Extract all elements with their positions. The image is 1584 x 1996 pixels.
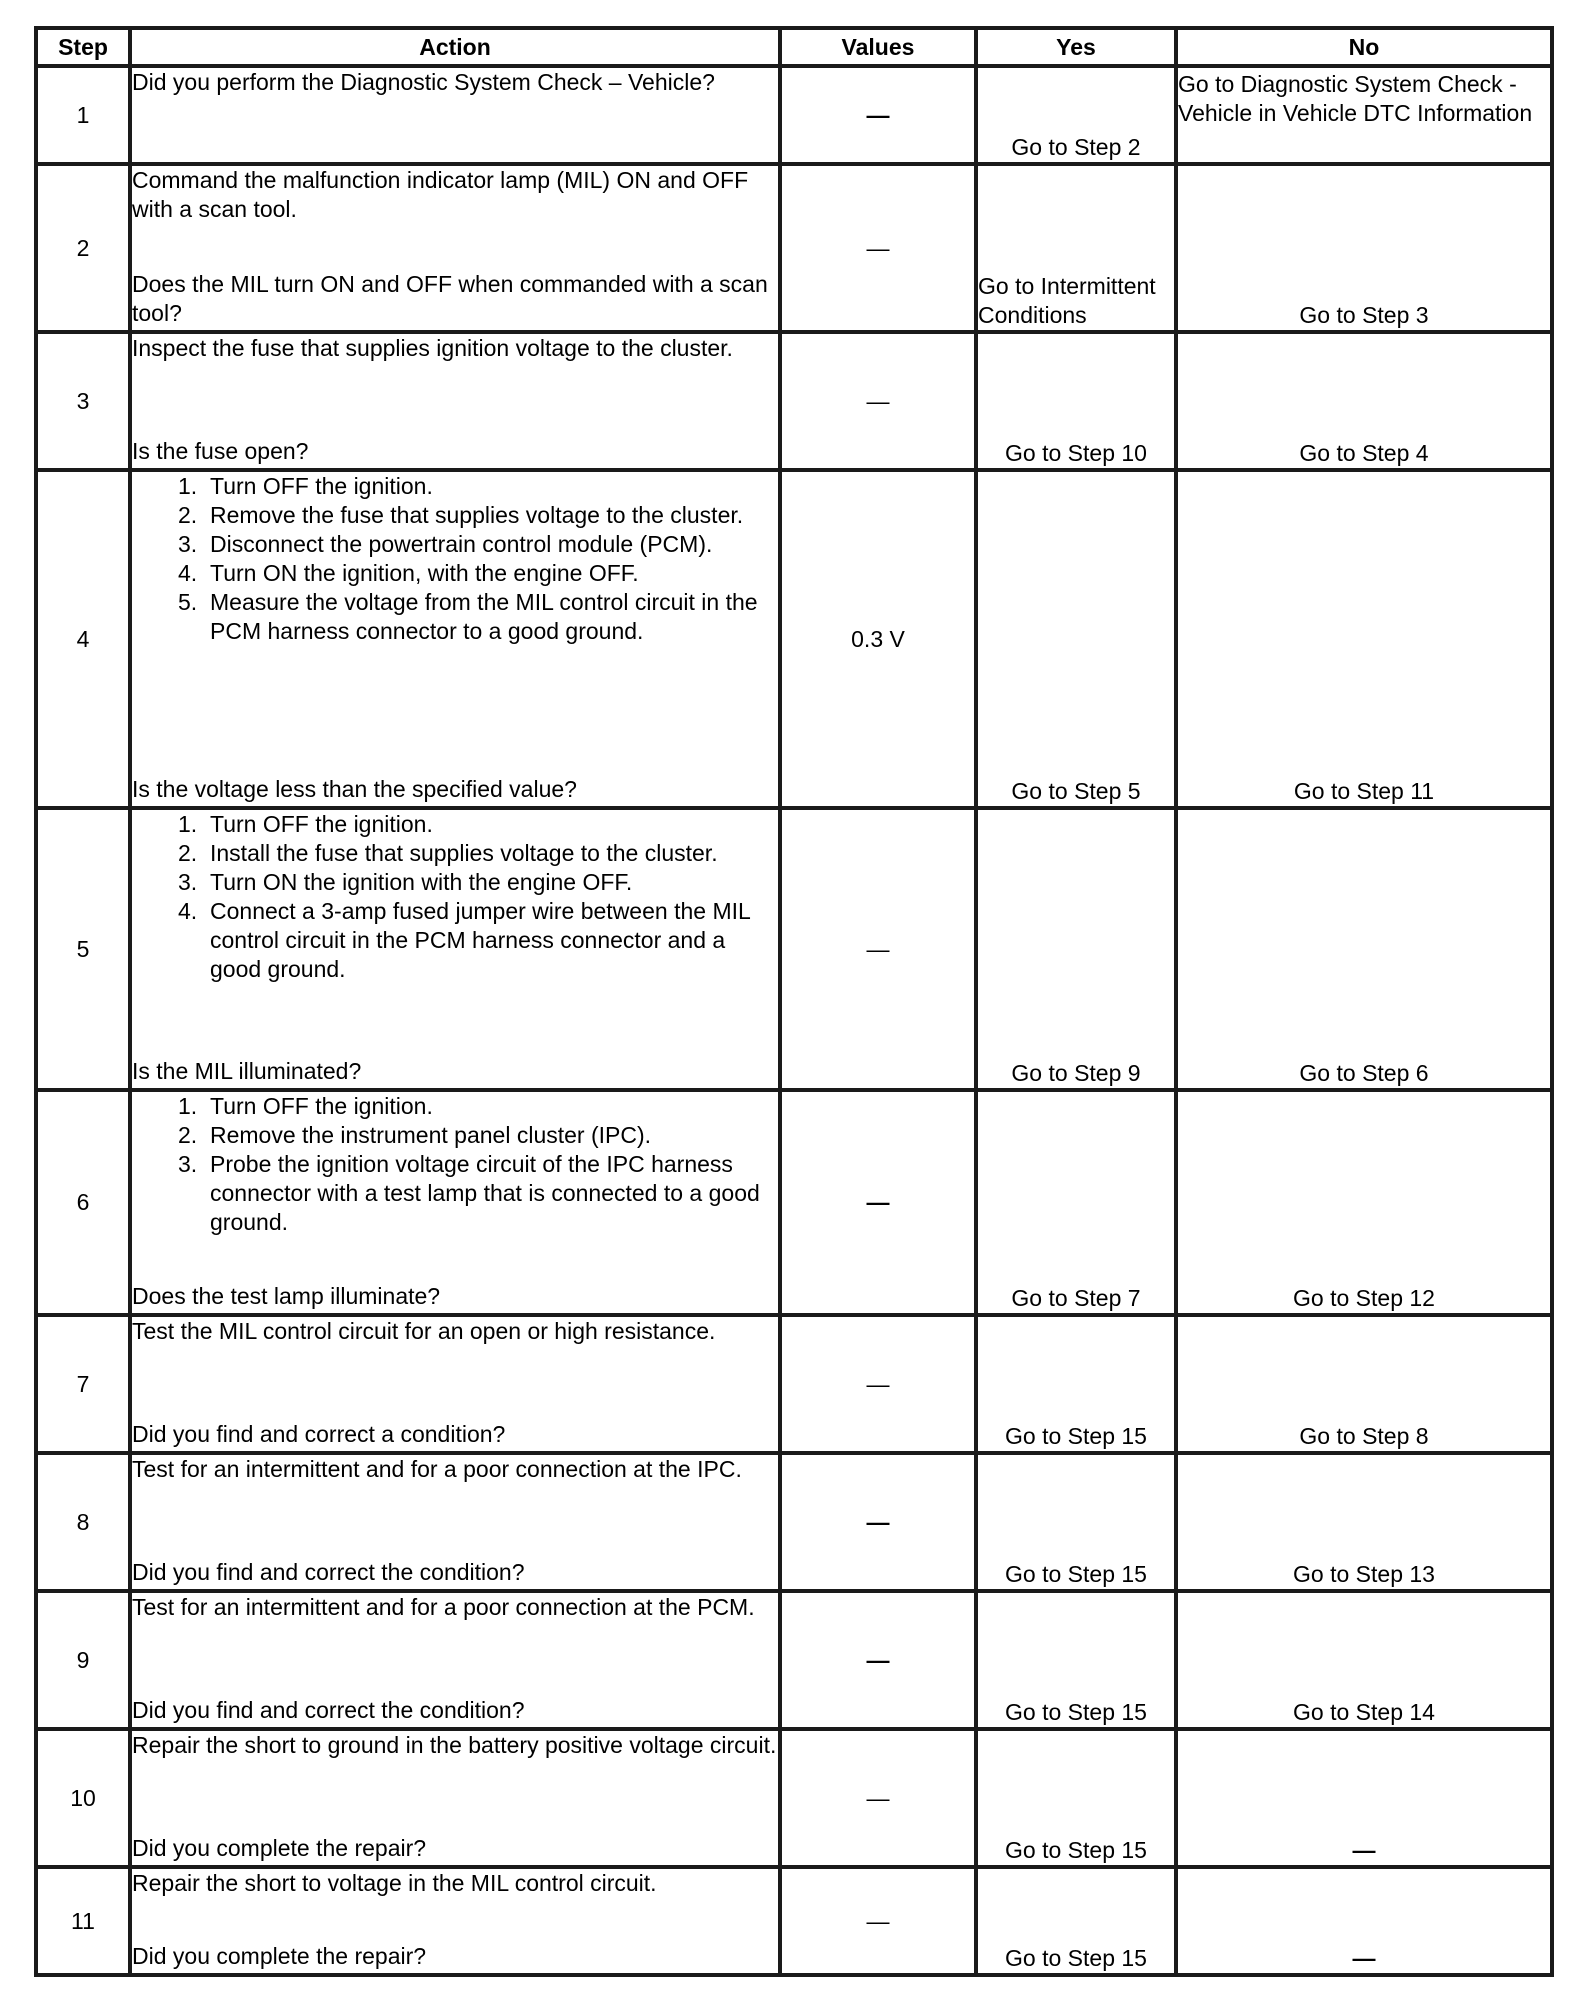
- action-cell: [130, 332, 780, 470]
- substep-item: 1. Turn OFF the ignition.: [178, 811, 433, 837]
- step-number: 5: [36, 808, 130, 1090]
- step-number: 8: [36, 1453, 130, 1591]
- action-question: Did you find and correct the condition?: [132, 1697, 525, 1723]
- substep-item: 1. Turn OFF the ignition.: [178, 473, 433, 499]
- action-question: Is the MIL illuminated?: [132, 1058, 362, 1084]
- step-number: 2: [36, 164, 130, 332]
- yes-cell: Go to Step 15: [976, 1591, 1176, 1729]
- table-row: [36, 66, 1552, 164]
- no-cell: Go to Step 6: [1176, 808, 1552, 1090]
- table-row: [36, 1090, 1552, 1315]
- substep-item: 3. Disconnect the powertrain control module (PCM).: [178, 531, 713, 557]
- step-number: 1: [36, 66, 130, 164]
- action-question: Did you find and correct a condition?: [132, 1421, 506, 1447]
- header-no: No: [1176, 28, 1552, 66]
- header-row: [36, 28, 1552, 66]
- table-row: [36, 1591, 1552, 1729]
- step-number: 9: [36, 1591, 130, 1729]
- yes-cell: Go to Step 15: [976, 1453, 1176, 1591]
- yes-cell: Go to Step 15: [976, 1729, 1176, 1867]
- action-text: Test the MIL control circuit for an open or high resistance.: [132, 1318, 716, 1344]
- substep-list: [132, 1092, 778, 1237]
- substep-item: 2. Remove the fuse that supplies voltage to the cluster.: [178, 502, 744, 528]
- action-cell: [130, 1090, 780, 1315]
- action-cell: [130, 1867, 780, 1975]
- action-cell: [130, 164, 780, 332]
- no-cell: Go to Step 14: [1176, 1591, 1552, 1729]
- action-cell: [130, 1591, 780, 1729]
- no-cell: Go to Step 11: [1176, 470, 1552, 808]
- table-row: [36, 808, 1552, 1090]
- step-number: 6: [36, 1090, 130, 1315]
- yes-cell: Go to Step 7: [976, 1090, 1176, 1315]
- values-cell: —: [780, 332, 976, 470]
- action-cell: [130, 1315, 780, 1453]
- step-number: 11: [36, 1867, 130, 1975]
- table-row: [36, 1453, 1552, 1591]
- header-step: Step: [36, 28, 130, 66]
- substep-item: 4. Connect a 3-amp fused jumper wire between the MIL control circuit in the PCM harness connector and a good ground.: [178, 898, 750, 982]
- table-row: [36, 332, 1552, 470]
- substep-item: 3. Turn ON the ignition with the engine OFF.: [178, 869, 633, 895]
- no-cell: Go to Step 3: [1176, 164, 1552, 332]
- no-cell: Go to Step 4: [1176, 332, 1552, 470]
- substep-item: 2. Install the fuse that supplies voltage to the cluster.: [178, 840, 718, 866]
- header-action: Action: [130, 28, 780, 66]
- table-row: [36, 470, 1552, 808]
- no-cell: —: [1176, 1729, 1552, 1867]
- action-cell: [130, 808, 780, 1090]
- action-text: Did you perform the Diagnostic System Check – Vehicle?: [132, 69, 715, 95]
- substep-list: [132, 810, 778, 984]
- step-number: 3: [36, 332, 130, 470]
- action-question: Did you complete the repair?: [132, 1835, 427, 1861]
- action-question: Did you complete the repair?: [132, 1943, 427, 1969]
- values-cell: —: [780, 164, 976, 332]
- action-cell: [130, 66, 780, 164]
- yes-cell: Go to Step 15: [976, 1315, 1176, 1453]
- values-cell: —: [780, 1453, 976, 1591]
- values-cell: —: [780, 1315, 976, 1453]
- header-yes: Yes: [976, 28, 1176, 66]
- action-text: Repair the short to voltage in the MIL control circuit.: [132, 1870, 657, 1896]
- values-cell: —: [780, 66, 976, 164]
- yes-cell: Go to Intermittent Conditions: [976, 164, 1176, 332]
- action-cell: [130, 470, 780, 808]
- step-number: 7: [36, 1315, 130, 1453]
- table-row: [36, 1729, 1552, 1867]
- action-text: Test for an intermittent and for a poor connection at the PCM.: [132, 1594, 755, 1620]
- substep-item: 1. Turn OFF the ignition.: [178, 1093, 433, 1119]
- action-text: Repair the short to ground in the battery positive voltage circuit.: [132, 1732, 777, 1758]
- yes-cell: Go to Step 15: [976, 1867, 1176, 1975]
- action-text: Test for an intermittent and for a poor connection at the IPC.: [132, 1456, 742, 1482]
- values-cell: —: [780, 1591, 976, 1729]
- action-question: Is the fuse open?: [132, 438, 309, 464]
- values-cell: —: [780, 808, 976, 1090]
- substep-item: 5. Measure the voltage from the MIL control circuit in the PCM harness connector to a good ground.: [178, 589, 758, 644]
- yes-cell: Go to Step 2: [976, 66, 1176, 164]
- action-question: Does the test lamp illuminate?: [132, 1283, 441, 1309]
- table-row: [36, 164, 1552, 332]
- substep-list: [132, 472, 778, 646]
- action-question: Does the MIL turn ON and OFF when commanded with a scan tool?: [132, 271, 768, 326]
- action-text: Inspect the fuse that supplies ignition voltage to the cluster.: [132, 335, 733, 361]
- no-cell: —: [1176, 1867, 1552, 1975]
- step-number: 10: [36, 1729, 130, 1867]
- substep-item: 3. Probe the ignition voltage circuit of the IPC harness connector with a test lamp that is connected to a good ground.: [178, 1151, 760, 1235]
- step-number: 4: [36, 470, 130, 808]
- yes-cell: Go to Step 5: [976, 470, 1176, 808]
- substep-item: 2. Remove the instrument panel cluster (IPC).: [178, 1122, 652, 1148]
- no-cell: Go to Step 13: [1176, 1453, 1552, 1591]
- action-cell: [130, 1453, 780, 1591]
- action-question: Is the voltage less than the specified value?: [132, 776, 577, 802]
- no-cell: Go to Step 8: [1176, 1315, 1552, 1453]
- no-cell: Go to Step 12: [1176, 1090, 1552, 1315]
- values-cell: —: [780, 1729, 976, 1867]
- table-row: [36, 1315, 1552, 1453]
- values-cell: —: [780, 1867, 976, 1975]
- action-question: Did you find and correct the condition?: [132, 1559, 525, 1585]
- header-values: Values: [780, 28, 976, 66]
- yes-cell: Go to Step 10: [976, 332, 1176, 470]
- values-cell: —: [780, 1090, 976, 1315]
- diagnostic-table: [34, 26, 1554, 1977]
- yes-cell: Go to Step 9: [976, 808, 1176, 1090]
- table-row: [36, 1867, 1552, 1975]
- values-cell: 0.3 V: [780, 470, 976, 808]
- no-cell: Go to Diagnostic System Check - Vehicle in Vehicle DTC Information: [1176, 66, 1552, 164]
- substep-item: 4. Turn ON the ignition, with the engine OFF.: [178, 560, 639, 586]
- action-cell: [130, 1729, 780, 1867]
- action-text: Command the malfunction indicator lamp (MIL) ON and OFF with a scan tool.: [132, 167, 749, 222]
